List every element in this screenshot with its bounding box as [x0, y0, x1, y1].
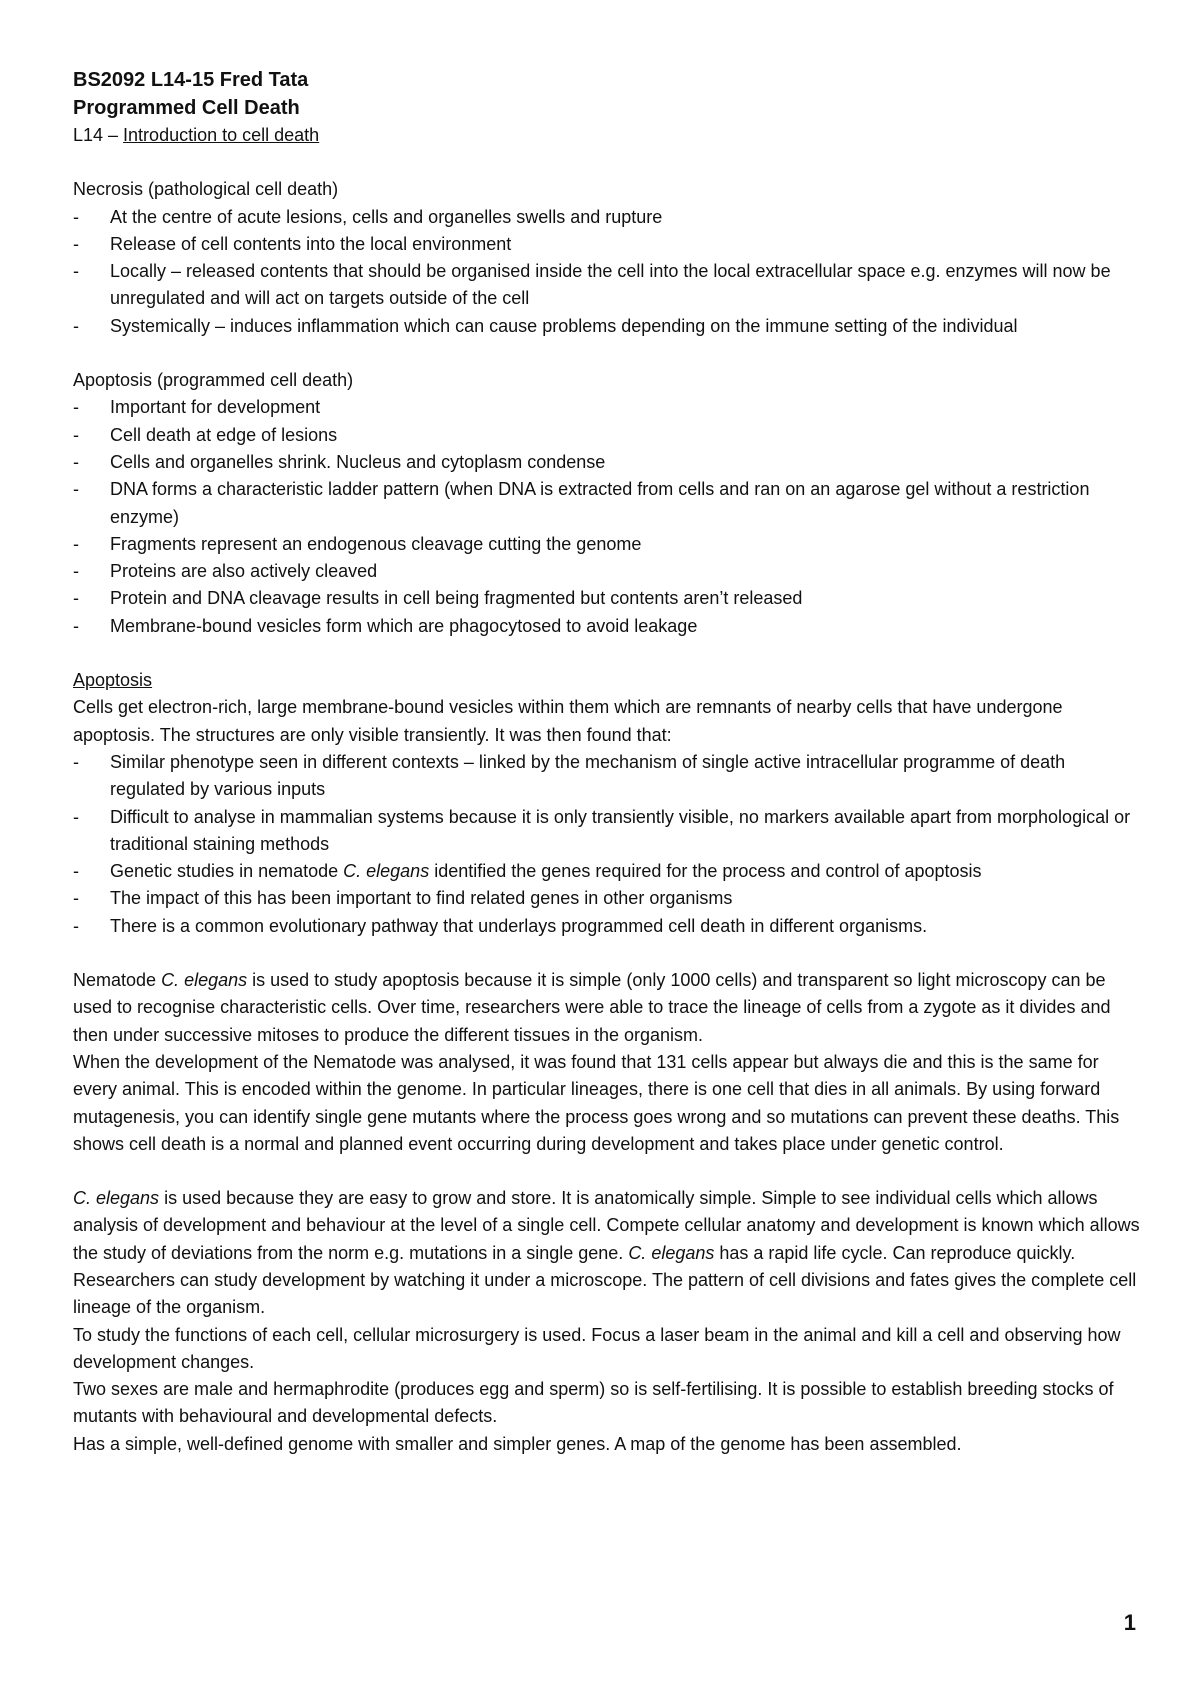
apoptosis-section-bullet: - There is a common evolutionary pathway that underlays programmed cell death in different organisms.	[73, 913, 1143, 940]
apoptosis-bullet: - Cells and organelles shrink. Nucleus and cytoplasm condense	[73, 449, 1143, 476]
apoptosis-bullet: - Proteins are also actively cleaved	[73, 558, 1143, 585]
nematode-pre: Nematode	[73, 970, 162, 991]
apoptosis-section-bullet: - Difficult to analyse in mammalian systems because it is only transiently visible, no markers available apart from morphological or traditional staining methods	[73, 804, 1143, 859]
celegans-line: Researchers can study development by watching it under a microscope. The pattern of cell divisions and fates gives the complete cell lineage of the organism.	[73, 1269, 1137, 1318]
course-line: BS2092 L14-15 Fred Tata	[73, 69, 309, 91]
species-name: C. elegans	[73, 1188, 160, 1209]
apoptosis-section-heading: Apoptosis	[73, 670, 153, 691]
apoptosis-bullet: - Fragments represent an endogenous cleavage cutting the genome	[73, 531, 1143, 558]
apoptosis-section-bullet: - Similar phenotype seen in different contexts – linked by the mechanism of single active intracellular programme of death regulated by various inputs	[73, 749, 1143, 804]
lecture-prefix: L14 –	[73, 125, 124, 145]
necrosis-bullet: - Locally – released contents that should be organised inside the cell into the local extracellular space e.g. enzymes will now be unregulated and will act on targets outside of the cell	[73, 258, 1143, 313]
species-name: C. elegans	[343, 861, 430, 882]
apoptosis-section-bullet	[73, 858, 1143, 885]
necrosis-bullet: - Release of cell contents into the local environment	[73, 231, 1143, 258]
nematode-post: is used to study apoptosis because it is simple (only 1000 cells) and transparent so light microscopy can be used to recognise characteristic cells. Over time, researchers were able to trace the lineage of cells from a zygote as it divides and then under successive mitoses to produce the different tissues in the organism.	[73, 970, 1111, 1045]
apoptosis-intro-heading: Apoptosis (programmed cell death)	[73, 370, 354, 391]
necrosis-bullet: - At the centre of acute lesions, cells and organelles swells and rupture	[73, 204, 1143, 231]
page-title: Programmed Cell Death	[73, 97, 300, 119]
celegans-line: Has a simple, well-defined genome with smaller and simpler genes. A map of the genome has been assembled.	[73, 1433, 962, 1454]
necrosis-heading: Necrosis (pathological cell death)	[73, 179, 339, 200]
apoptosis-bullet: - Important for development	[73, 394, 1143, 421]
apoptosis-bullet: - DNA forms a characteristic ladder pattern (when DNA is extracted from cells and ran on an agarose gel without a restriction enzyme)	[73, 476, 1143, 531]
apoptosis-bullet: - Membrane-bound vesicles form which are phagocytosed to avoid leakage	[73, 613, 1143, 640]
apoptosis-section-intro: Cells get electron-rich, large membrane-bound vesicles within them which are remnants of nearby cells that have undergone apoptosis. The structures are only visible transiently. It was then found that:	[73, 697, 1063, 745]
nematode-paragraph	[73, 967, 1143, 1049]
celegans-paragraph	[73, 1185, 1143, 1267]
celegans-line: Two sexes are male and hermaphrodite (produces egg and sperm) so is self-fertilising. It is possible to establish breeding stocks of mutants with behavioural and developmental defects.	[73, 1379, 1114, 1427]
apoptosis-bullet: - Protein and DNA cleavage results in cell being fragmented but contents aren’t released	[73, 585, 1143, 612]
species-name: C. elegans	[628, 1242, 715, 1263]
genetic-pre: Genetic studies in nematode	[110, 861, 344, 882]
nematode-paragraph-2: When the development of the Nematode was analysed, it was found that 131 cells appear but always die and this is the same for every animal. This is encoded within the genome. In particular lineages, there is one cell that dies in all animals. By using forward mutagenesis, you can identify single gene mutants where the process goes wrong and so mutations can prevent these deaths. This shows cell death is a normal and planned event occurring during development and takes place under genetic control.	[73, 1051, 1120, 1154]
species-name: C. elegans	[161, 970, 248, 991]
apoptosis-bullet: - Cell death at edge of lesions	[73, 422, 1143, 449]
celegans-text-1: is used because they are easy to grow and store. It is anatomically simple. Simple to see individual cells which allows analysis of development and behaviour at the level of a single cell. Compete cellular anatomy and development is known which allows the study of deviations from the norm e.g. mutations in a single gene.	[73, 1188, 1140, 1263]
celegans-line: To study the functions of each cell, cellular microsurgery is used. Focus a laser beam in the animal and kill a cell and observing how development changes.	[73, 1324, 1121, 1372]
lecture-heading	[73, 122, 1143, 149]
celegans-text-2: has a rapid life cycle. Can reproduce quickly.	[714, 1242, 1076, 1263]
necrosis-bullet: - Systemically – induces inflammation which can cause problems depending on the immune setting of the individual	[73, 313, 1143, 340]
genetic-post: identified the genes required for the process and control of apoptosis	[429, 861, 982, 882]
document-page	[73, 66, 1143, 1458]
apoptosis-section-bullet: - The impact of this has been important to find related genes in other organisms	[73, 885, 1143, 912]
lecture-title: Introduction to cell death	[123, 125, 320, 145]
page-number: 1	[1123, 1610, 1136, 1635]
